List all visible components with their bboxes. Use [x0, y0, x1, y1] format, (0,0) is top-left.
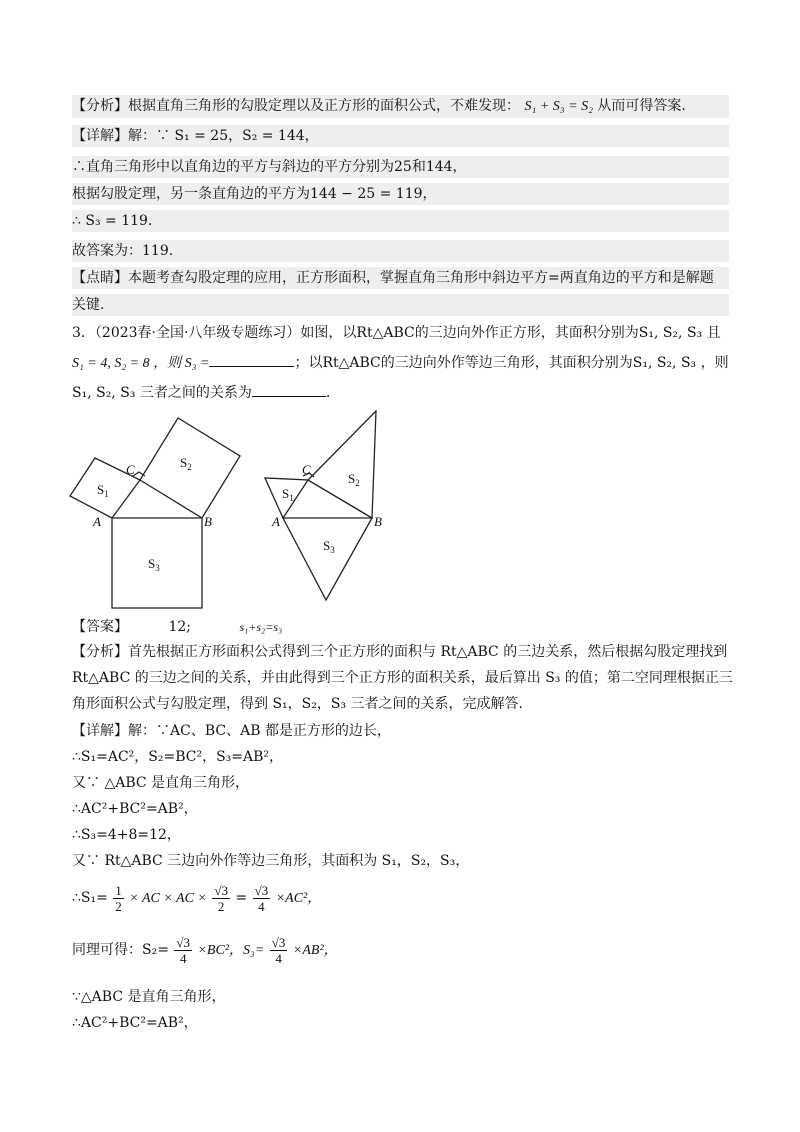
solution-analysis-2: [72, 667, 733, 689]
solution-detail-3: [72, 772, 249, 794]
figure-triangles: [265, 411, 376, 600]
question-stem-text-2a: S₁ = 4, S₂ = 8 ，则 S₃ =: [72, 356, 210, 371]
fraction-sqrt3-over-4: [253, 883, 271, 914]
point-text-2: 关键.: [72, 297, 105, 313]
solution-detail-text-1: 解：∵AC、BC、AB 都是正方形的边长，: [128, 723, 391, 739]
detail-line-4: [72, 210, 729, 232]
question-stem-1: [72, 322, 721, 344]
answer-value-2: s₁+s₂=s₃: [239, 620, 283, 634]
label-s3-left: $S_3$: [148, 556, 160, 573]
frac-num: √3: [214, 882, 228, 898]
answer-line: [72, 240, 729, 262]
solution-detail-10: [72, 1012, 198, 1034]
solution-analysis-text-2: Rt△ABC 的三边之间的关系，并由此得到三个正方形的面积关系，最后算出 S₃ 的值；第二空同理根据正三: [72, 670, 733, 686]
detail-line-3: [72, 183, 729, 205]
analysis-line: [72, 95, 729, 118]
solution-detail-text-6: 又∵ Rt△ABC 三边向外作等边三角形，其面积为 S₁，S₂，S₃，: [72, 853, 470, 869]
solution-detail-tag: 【详解】: [72, 723, 128, 739]
blank-1: [209, 352, 294, 367]
point-text-1: 本题考查勾股定理的应用，正方形面积，掌握直角三角形中斜边平方=两直角边的平方和是解题: [128, 270, 714, 286]
solution-analysis-text-1: 首先根据正方形面积公式得到三个正方形的面积与 Rt△ABC 的三边关系，然后根据勾股定理找到: [128, 644, 728, 660]
figure-squares-and-triangles: [0, 410, 800, 610]
label-b-left: B: [204, 514, 212, 529]
question-stem-text-2b: ；以Rt△ABC的三边向外作等边三角形，其面积分别为S₁, S₂, S₃ ，则: [294, 355, 729, 371]
solution-detail-text-10: ∴AC²+BC²=AB²，: [72, 1015, 198, 1031]
frac-num: 1: [115, 882, 122, 898]
analysis-text: 根据直角三角形的勾股定理以及正方形的面积公式，不难发现：: [128, 98, 520, 114]
frac-den: 2: [115, 898, 122, 914]
fraction-sqrt3-over-2: [212, 883, 230, 914]
stem-end: .: [325, 385, 331, 401]
label-s2-right: $S_2$: [348, 471, 360, 488]
label-c-right: C: [302, 462, 311, 477]
solution-detail-7: [72, 882, 321, 915]
detail-line-2: [72, 156, 729, 178]
solution-detail-text-9: ∵△ABC 是直角三角形，: [72, 989, 226, 1005]
question-stem-text-1: 3．（2023春·全国·八年级专题练习）如图，以Rt△ABC的三边向外作正方形，其面积分别为S₁, S₂, S₃ 且: [72, 325, 721, 341]
solution-detail-text-5: ∴S₃=4+8=12，: [72, 827, 181, 843]
analysis-formula: S₁ + S₃ = S₂: [524, 99, 593, 114]
question-stem-2: [72, 352, 729, 375]
label-a-right: A: [272, 514, 280, 529]
solution-detail-8: [72, 934, 338, 967]
fraction-one-half: [113, 883, 124, 914]
frac-den: 4: [179, 950, 187, 966]
analysis-tag: 【分析】: [72, 98, 128, 114]
equals-sign: =: [235, 890, 248, 906]
label-b-right: B: [374, 514, 382, 529]
detail-text-2: ∴直角三角形中以直角边的平方与斜边的平方分别为25和144，: [72, 159, 467, 175]
detail-tag: 【详解】: [72, 128, 128, 144]
solution-detail-text-2: ∴S₁=AC²，S₂=BC²，S₃=AB²，: [72, 749, 284, 765]
answer-value-1: 12;: [168, 619, 191, 635]
solution-detail-4: [72, 798, 198, 820]
label-s1-left: $S_1$: [97, 482, 109, 499]
label-a-left: A: [93, 514, 101, 529]
solution-answer: [72, 616, 282, 638]
blank-2: [252, 382, 326, 397]
analysis-tail: 从而可得答案.: [597, 98, 686, 114]
solution-detail-1: [72, 720, 391, 742]
s1-formula-end: ×AC²，: [275, 891, 322, 906]
frac-den: 4: [258, 898, 265, 914]
solution-detail-text-3: 又∵ △ABC 是直角三角形，: [72, 775, 250, 791]
solution-detail-9: [72, 986, 226, 1008]
point-line-2: [72, 294, 729, 316]
solution-detail-6: [72, 850, 469, 872]
question-stem-3: [72, 382, 330, 404]
solution-analysis-1: [72, 641, 727, 663]
label-s3-right: $S_3$: [323, 538, 335, 555]
frac-den: 4: [275, 950, 282, 966]
s3-formula-end: ×AB²，: [292, 943, 338, 958]
label-s2-left: $S_2$: [180, 455, 192, 472]
point-tag: 【点睛】: [72, 270, 128, 286]
detail-text-1: 解：∵ S₁ = 25，S₂ = 144，: [128, 128, 319, 144]
frac-num: √3: [254, 882, 269, 898]
frac-num: √3: [176, 934, 191, 950]
fraction-sqrt3-over-4-a: [174, 935, 192, 966]
solution-analysis-text-3: 角形面积公式与勾股定理，得到 S₁，S₂，S₃ 三者之间的关系，完成解答.: [72, 696, 523, 712]
frac-num: √3: [271, 934, 286, 950]
question-stem-text-3: S₁, S₂, S₃ 三者之间的关系为: [72, 385, 252, 401]
answer-tag: 【答案】: [72, 619, 128, 635]
frac-den: 2: [217, 898, 225, 914]
s2-formula-middle: ×BC²，S₃=: [197, 943, 265, 958]
s2-formula-prefix: 同理可得：S₂=: [72, 942, 169, 958]
point-line-1: [72, 267, 729, 289]
fraction-sqrt3-over-4-b: [270, 935, 288, 966]
solution-detail-text-4: ∴AC²+BC²=AB²，: [72, 801, 198, 817]
label-s1-right: $S_1$: [282, 486, 294, 503]
solution-detail-2: [72, 746, 283, 768]
answer-text: 故答案为：119.: [72, 243, 174, 259]
s1-formula-prefix: ∴S₁=: [72, 890, 108, 906]
figure-squares: [70, 418, 240, 608]
s1-formula-middle: × AC × AC ×: [129, 891, 207, 906]
solution-detail-5: [72, 824, 181, 846]
detail-text-4: ∴ S₃ = 119.: [72, 213, 153, 229]
detail-line-1: [72, 125, 729, 147]
label-c-left: C: [126, 462, 135, 477]
detail-text-3: 根据勾股定理，另一条直角边的平方为144 − 25 = 119，: [72, 186, 437, 202]
solution-analysis-tag: 【分析】: [72, 644, 128, 660]
solution-analysis-3: [72, 693, 523, 715]
